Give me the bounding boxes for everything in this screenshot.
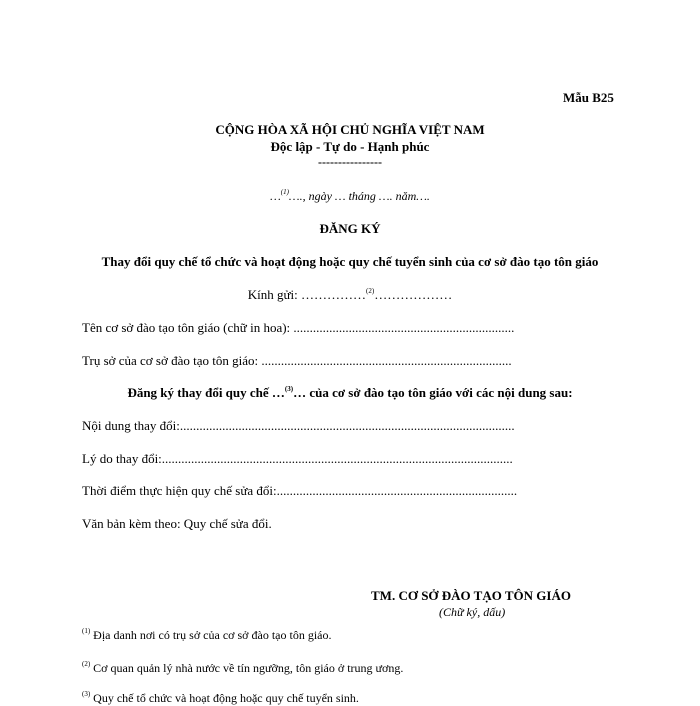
- recipient-dots: ………………: [374, 287, 453, 302]
- footnote-mark: (2): [82, 660, 91, 668]
- date-prefix: …: [270, 189, 281, 203]
- registration-prefix: Đăng ký thay đổi quy chế …: [127, 385, 285, 400]
- recipient-label: Kính gửi: ……………: [247, 287, 367, 302]
- field-effective: Thời điểm thực hiện quy chế sửa đổi:..........................................................................: [82, 483, 518, 498]
- form-code: Mẫu B25: [563, 90, 614, 105]
- field-name: Tên cơ sở đào tạo tôn giáo (chữ in hoa): ....................................................................: [82, 320, 515, 335]
- signature-title: TM. CƠ SỞ ĐÀO TẠO TÔN GIÁO: [371, 588, 571, 603]
- recipient-line: [0, 287, 700, 303]
- field-reason: Lý do thay đổi:............................................................................................................: [82, 451, 513, 466]
- footnote-text: Quy chế tổ chức và hoạt động hoặc quy chế tuyển sinh.: [93, 691, 359, 705]
- field-attachment: Văn bản kèm theo: Quy chế sửa đổi.: [82, 516, 272, 531]
- registration-heading: [0, 385, 700, 401]
- separator: ----------------: [318, 155, 382, 169]
- footnote-2: [82, 661, 403, 676]
- date-line: [0, 189, 700, 204]
- field-content: Nội dung thay đổi:.......................................................................................................: [82, 418, 515, 433]
- motto: Độc lập - Tự do - Hạnh phúc: [270, 139, 430, 154]
- document-subtitle: Thay đổi quy chế tổ chức và hoạt động hoặc quy chế tuyển sinh của cơ sở đào tạo tôn giáo: [101, 254, 599, 269]
- footnote-mark: (3): [82, 690, 91, 698]
- document-title: ĐĂNG KÝ: [319, 221, 381, 236]
- footnote-text: Cơ quan quản lý nhà nước về tín ngưỡng, tôn giáo ở trung ương.: [93, 661, 404, 675]
- footnote-ref-3: (3): [284, 384, 294, 393]
- registration-suffix: … của cơ sở đào tạo tôn giáo với các nội dung sau:: [293, 385, 573, 400]
- footnote-3: [82, 691, 359, 706]
- footnote-mark: (1): [82, 627, 91, 635]
- footnote-ref-1: (1): [280, 188, 289, 196]
- national-title: CỘNG HÒA XÃ HỘI CHỦ NGHĨA VIỆT NAM: [215, 122, 485, 137]
- footnote-1: [82, 628, 332, 643]
- field-office: Trụ sở của cơ sở đào tạo tôn giáo: .............................................................................: [82, 353, 512, 368]
- footnote-ref-2: (2): [366, 286, 375, 295]
- signature-note: (Chữ ký, dấu): [439, 605, 506, 619]
- date-rest: …., ngày … tháng …. năm….: [288, 189, 430, 203]
- footnote-text: Địa danh nơi có trụ sở của cơ sở đào tạo tôn giáo.: [93, 628, 332, 642]
